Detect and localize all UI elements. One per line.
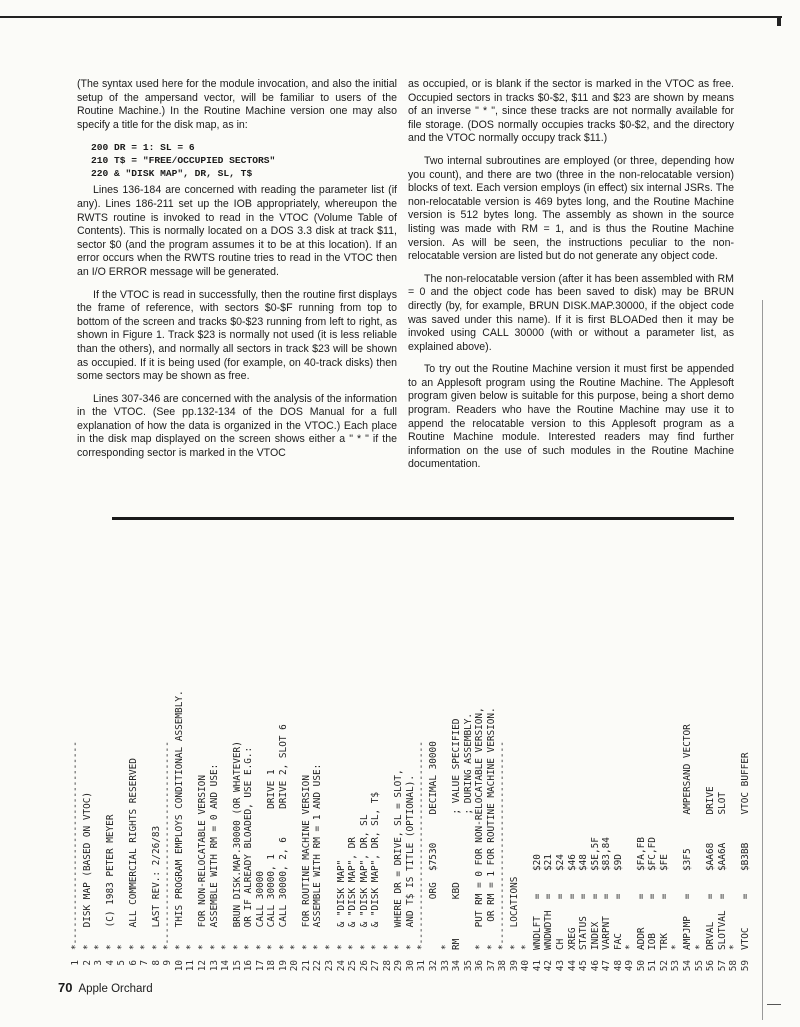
page-edge-line	[762, 300, 763, 1020]
listing-line	[520, 560, 532, 980]
line-number: 41	[531, 960, 543, 972]
listing-line	[601, 560, 613, 980]
line-text: *	[693, 944, 705, 950]
listing-line	[243, 560, 255, 980]
listing-line	[266, 560, 278, 980]
line-text: * DISK MAP (BASED ON VTOC)	[81, 791, 93, 950]
listing-line	[463, 560, 475, 980]
line-number: 54	[681, 960, 693, 972]
line-text: * ALL COMMERCIAL RIGHTS RESERVED	[127, 758, 139, 950]
listing-line	[567, 560, 579, 980]
line-number: 40	[520, 960, 532, 972]
listing-line	[532, 560, 544, 980]
line-text: VTOC = $B3BB VTOC BUFFER	[739, 752, 751, 950]
listing-line	[301, 560, 313, 980]
listing-line	[197, 560, 209, 980]
listing-line	[659, 560, 671, 980]
line-number: 42	[543, 960, 555, 972]
right-paragraph-2: Two internal subroutines are employed (or three, depending how you count), and there are two (three in the non-relocatable version) blocks of text. Each version employs (in effect) six internal JSRs. The non-relocatable version is 469 bytes long, and the Routine Machine version is 512 bytes long. The assembly as shown in the source listing was made with RM = 1, and is thus the Routine Machine version. As will be seen, the instructions peculiar to the non-relocatable version are listed but do not generate any object code.	[408, 154, 734, 263]
line-text: *	[670, 944, 682, 950]
listing-line	[70, 560, 82, 980]
line-text: * FOR NON-RELOCATABLE VERSION	[197, 775, 209, 950]
listing-line	[590, 560, 602, 980]
listing-line	[740, 560, 752, 980]
line-text: *	[93, 944, 105, 950]
line-text: * CALL 30000	[254, 870, 266, 950]
line-text: * & "DISK MAP"	[335, 859, 347, 950]
line-text: IOB = $FC,FD	[647, 837, 659, 950]
listing-line	[717, 560, 729, 980]
line-text: *	[624, 944, 636, 950]
line-text: STATUS = $48	[578, 854, 590, 950]
listing-line	[440, 560, 452, 980]
line-number: 35	[462, 960, 474, 972]
line-text: *	[220, 944, 232, 950]
listing-line	[670, 560, 682, 980]
line-text: *	[381, 944, 393, 950]
line-text: * BRUN DISK.MAP.30000 (OR WHATEVER)	[231, 741, 243, 950]
listing-line	[382, 560, 394, 980]
line-text: WNDWDTH = $21	[543, 854, 555, 950]
line-number: 44	[566, 960, 578, 972]
line-text: *	[439, 944, 451, 950]
code-line: 210 T$ = "FREE/OCCUPIED SECTORS"	[91, 155, 276, 167]
right-paragraph-4: To try out the Routine Machine version it must first be appended to an Applesoft program using the Routine Machine. The Applesoft program given below is suitable for this purpose, being a short demo program. Readers who have the Routine Machine may use it to append the relocatable version to this Applesoft program as a Routine Machine module. Interested readers may find further information on the use of such modules in the Routine Machine documentation.	[408, 363, 734, 471]
left-paragraph-3: If the VTOC is read in successfully, then the routine first displays the frame of reference, with sectors $0-$F running from top to bottom of the screen and tracks $0-$23 running from left to right, as shown in Figure 1. Track $23 is normally not used (it is less reliable than the others), and normally all sectors in track $23 will be shown as occupied. If it is being used (for example, on 40-track disks) then some sectors may be shown as free.	[77, 288, 397, 383]
line-number: 25	[347, 960, 359, 972]
line-number: 5	[116, 960, 128, 966]
line-text: RM KBD ; VALUE SPECIFIED	[451, 718, 463, 950]
line-text: DRVAL = $AA68 DRIVE	[705, 786, 717, 950]
line-number: 17	[254, 960, 266, 972]
line-number: 45	[578, 960, 590, 972]
right-paragraph-1: as occupied, or is blank if the sector is marked in the VTOC as free. Occupied sectors in tracks $0-$2, $11 and $23 are shown by means of an inverse " * ", since these tracks are not normally available for file storage. (DOS normally occupies tracks $0-$2, and the directory and the VTOC normally occupy track $11.)	[408, 78, 734, 145]
listing-line	[497, 560, 509, 980]
left-paragraph-4: Lines 307-346 are concerned with the analysis of the information in the VTOC. (See pp.132-134 of the DOS Manual for a full explanation of how the data is organized in the VTOC.) Each place in the disk map displayed on the screen shows either a " * " if the corresponding sector is marked in the VTOC	[77, 392, 397, 460]
line-number: 59	[739, 960, 751, 972]
right-column	[408, 78, 734, 481]
listing-line	[139, 560, 151, 980]
listing-line	[428, 560, 440, 980]
line-text: ORG $7530 DECIMAL 30000	[427, 741, 439, 950]
listing-line	[509, 560, 521, 980]
listing-line	[486, 560, 498, 980]
line-number: 36	[474, 960, 486, 972]
line-text: ADDR = $FA,FB	[635, 837, 647, 950]
listing-line	[416, 560, 428, 980]
listing-line	[393, 560, 405, 980]
line-number: 11	[185, 960, 197, 972]
line-text: * ASSEMBLE WITH RM = 0 AND USE:	[208, 763, 220, 950]
line-number: 15	[231, 960, 243, 972]
top-rule-tick	[777, 17, 781, 26]
line-text: CH = $24	[554, 854, 566, 950]
listing-line	[705, 560, 717, 980]
line-number: 28	[381, 960, 393, 972]
left-paragraph-1: (The syntax used here for the module invocation, and also the initial setup of the ampersand vector, will be familiar to users of the Routine Machine.) In the Routine Machine version one may also specify a title for the disk map, as in:	[77, 78, 397, 131]
listing-line	[555, 560, 567, 980]
line-number: 55	[693, 960, 705, 972]
line-text: XREG = $46	[566, 854, 578, 950]
line-text: *	[139, 944, 151, 950]
code-example	[91, 141, 397, 180]
line-number: 53	[670, 960, 682, 972]
listing-line	[93, 560, 105, 980]
line-text: * FOR ROUTINE MACHINE VERSION	[300, 775, 312, 950]
line-text: *------------------------------------	[70, 741, 81, 950]
line-number: 48	[612, 960, 624, 972]
line-text: *	[520, 944, 532, 950]
line-number: 14	[220, 960, 232, 972]
page-footer	[58, 980, 153, 995]
line-number: 24	[335, 960, 347, 972]
line-number: 38	[497, 960, 509, 972]
code-line: 200 DR = 1: SL = 6	[91, 142, 195, 154]
line-text: *------------------------------------	[497, 741, 509, 950]
line-text: * THIS PROGRAM EMPLOYS CONDITIONAL ASSEMBLY.	[173, 690, 185, 950]
line-text: * CALL 30000, 2, 6 DRIVE 2, SLOT 6	[277, 724, 289, 950]
line-number: 56	[705, 960, 717, 972]
listing-line	[289, 560, 301, 980]
right-paragraph-3: The non-relocatable version (after it has been assembled with RM = 0 and the object code has been saved to disk) may be BRUN directly (by, for example, BRUN DISK.MAP.30000, if the object code was saved under this name). If it is first BLOADed then it may be invoked using CALL 30000 (with or without a parameter list, as explained above).	[408, 272, 734, 353]
magazine-name: Apple Orchard	[78, 983, 153, 995]
listing-line	[451, 560, 463, 980]
line-text: *------------------------------------	[162, 741, 174, 950]
line-number: 19	[277, 960, 289, 972]
line-number: 23	[324, 960, 336, 972]
listing-line	[209, 560, 221, 980]
line-text: *	[116, 944, 128, 950]
line-number: 4	[104, 960, 116, 966]
listing-line	[174, 560, 186, 980]
line-text: WNDLFT = $20	[531, 854, 543, 950]
source-listing	[70, 560, 760, 980]
line-text: AMPJMP = $3F5 AMPERSAND VECTOR	[681, 724, 693, 950]
line-text: * OR IF ALREADY BLOADED, USE E.G.:	[243, 746, 255, 950]
line-text: * AND T$ IS TITLE (OPTIONAL).	[404, 775, 416, 950]
line-number: 29	[393, 960, 405, 972]
listing-line	[636, 560, 648, 980]
listing-line	[682, 560, 694, 980]
corner-mark	[767, 1004, 781, 1005]
line-number: 33	[439, 960, 451, 972]
listing-line	[359, 560, 371, 980]
listing-line	[324, 560, 336, 980]
listing-line	[405, 560, 417, 980]
line-text: *	[185, 944, 197, 950]
line-number: 3	[93, 960, 105, 966]
listing-line	[578, 560, 590, 980]
line-text: ; DURING ASSEMBLY.	[462, 712, 474, 950]
line-text: * (C) 1983 PETER MEYER	[104, 814, 116, 950]
left-paragraph-2: Lines 136-184 are concerned with reading the parameter list (if any). Lines 186-211 set up the IOB appropriately, whereupon the RWTS routine is invoked to read in the VTOC (Volume Table of Contents). This is normally located on a DOS 3.3 disk at track $11, sector $0 (and the program assumes it to be at this location). If an error occurs when the RWTS routine tries to read in the VTOC then an I/O ERROR message will be generated.	[77, 184, 397, 278]
listing-line	[232, 560, 244, 980]
line-text: * OR RM = 1 FOR ROUTINE MACHINE VERSION.	[485, 707, 497, 950]
listing-line	[474, 560, 486, 980]
line-number: 21	[300, 960, 312, 972]
listing-line	[162, 560, 174, 980]
listing-line	[613, 560, 625, 980]
listing-line	[151, 560, 163, 980]
line-text: * WHERE DR = DRIVE, SL = SLOT,	[393, 769, 405, 950]
line-number: 34	[451, 960, 463, 972]
left-column	[77, 78, 397, 470]
page-number: 70	[58, 980, 73, 995]
line-number: 31	[416, 960, 428, 972]
listing-line	[255, 560, 267, 980]
line-text: *	[289, 944, 301, 950]
line-number: 27	[370, 960, 382, 972]
line-text: VARPNT = $83,84	[601, 837, 613, 950]
section-divider	[112, 517, 734, 520]
line-number: 2	[81, 960, 93, 966]
line-number: 37	[485, 960, 497, 972]
line-number: 9	[162, 960, 174, 966]
line-text: SLOTVAL = $AA6A SLOT	[716, 791, 728, 950]
listing-line	[347, 560, 359, 980]
line-text: * & "DISK MAP", DR, SL, T$	[370, 791, 382, 950]
line-number: 18	[266, 960, 278, 972]
listing-line	[185, 560, 197, 980]
listing-line	[624, 560, 636, 980]
line-number: 46	[589, 960, 601, 972]
line-number: 43	[554, 960, 566, 972]
line-number: 10	[173, 960, 185, 972]
listing-line	[728, 560, 740, 980]
listing-line	[116, 560, 128, 980]
line-text: *	[324, 944, 336, 950]
line-number: 12	[197, 960, 209, 972]
listing-line	[220, 560, 232, 980]
line-text: * & "DISK MAP", DR, SL	[358, 814, 370, 950]
line-number: 13	[208, 960, 220, 972]
line-number: 47	[601, 960, 613, 972]
line-number: 26	[358, 960, 370, 972]
line-number: 30	[404, 960, 416, 972]
line-number: 1	[70, 960, 81, 966]
line-text: TRK = $FE	[658, 854, 670, 950]
line-number: 52	[658, 960, 670, 972]
line-number: 49	[624, 960, 636, 972]
line-number: 20	[289, 960, 301, 972]
listing-line	[82, 560, 94, 980]
line-number: 50	[635, 960, 647, 972]
line-number: 7	[139, 960, 151, 966]
line-text: *------------------------------------	[416, 741, 428, 950]
line-text: * ASSEMBLE WITH RM = 1 AND USE:	[312, 763, 324, 950]
line-text: * PUT RM = 0 FOR NON-RELOCATABLE VERSION,	[474, 707, 486, 950]
top-rule	[0, 16, 782, 18]
listing-line	[647, 560, 659, 980]
listing-line	[128, 560, 140, 980]
line-text: * LAST REV.: 2/26/83	[150, 825, 162, 950]
line-number: 22	[312, 960, 324, 972]
line-number: 39	[508, 960, 520, 972]
line-text: *	[728, 944, 740, 950]
listing-line	[543, 560, 555, 980]
line-text: INDEX = $5E,5F	[589, 837, 601, 950]
line-number: 58	[728, 960, 740, 972]
line-number: 8	[150, 960, 162, 966]
line-number: 16	[243, 960, 255, 972]
listing-line	[105, 560, 117, 980]
code-line: 220 & "DISK MAP", DR, SL, T$	[91, 168, 253, 180]
line-number: 51	[647, 960, 659, 972]
listing-line	[278, 560, 290, 980]
listing-line	[336, 560, 348, 980]
listing-line	[312, 560, 324, 980]
line-number: 57	[716, 960, 728, 972]
line-number: 6	[127, 960, 139, 966]
source-listing-rotated	[70, 560, 760, 980]
line-text: FAC = $9D	[612, 854, 624, 950]
line-text: * CALL 30000, 1 DRIVE 1	[266, 769, 278, 950]
line-number: 32	[427, 960, 439, 972]
line-text: * LOCATIONS	[508, 876, 520, 950]
line-text: * & "DISK MAP", DR	[347, 837, 359, 950]
listing-line	[370, 560, 382, 980]
listing-line	[694, 560, 706, 980]
